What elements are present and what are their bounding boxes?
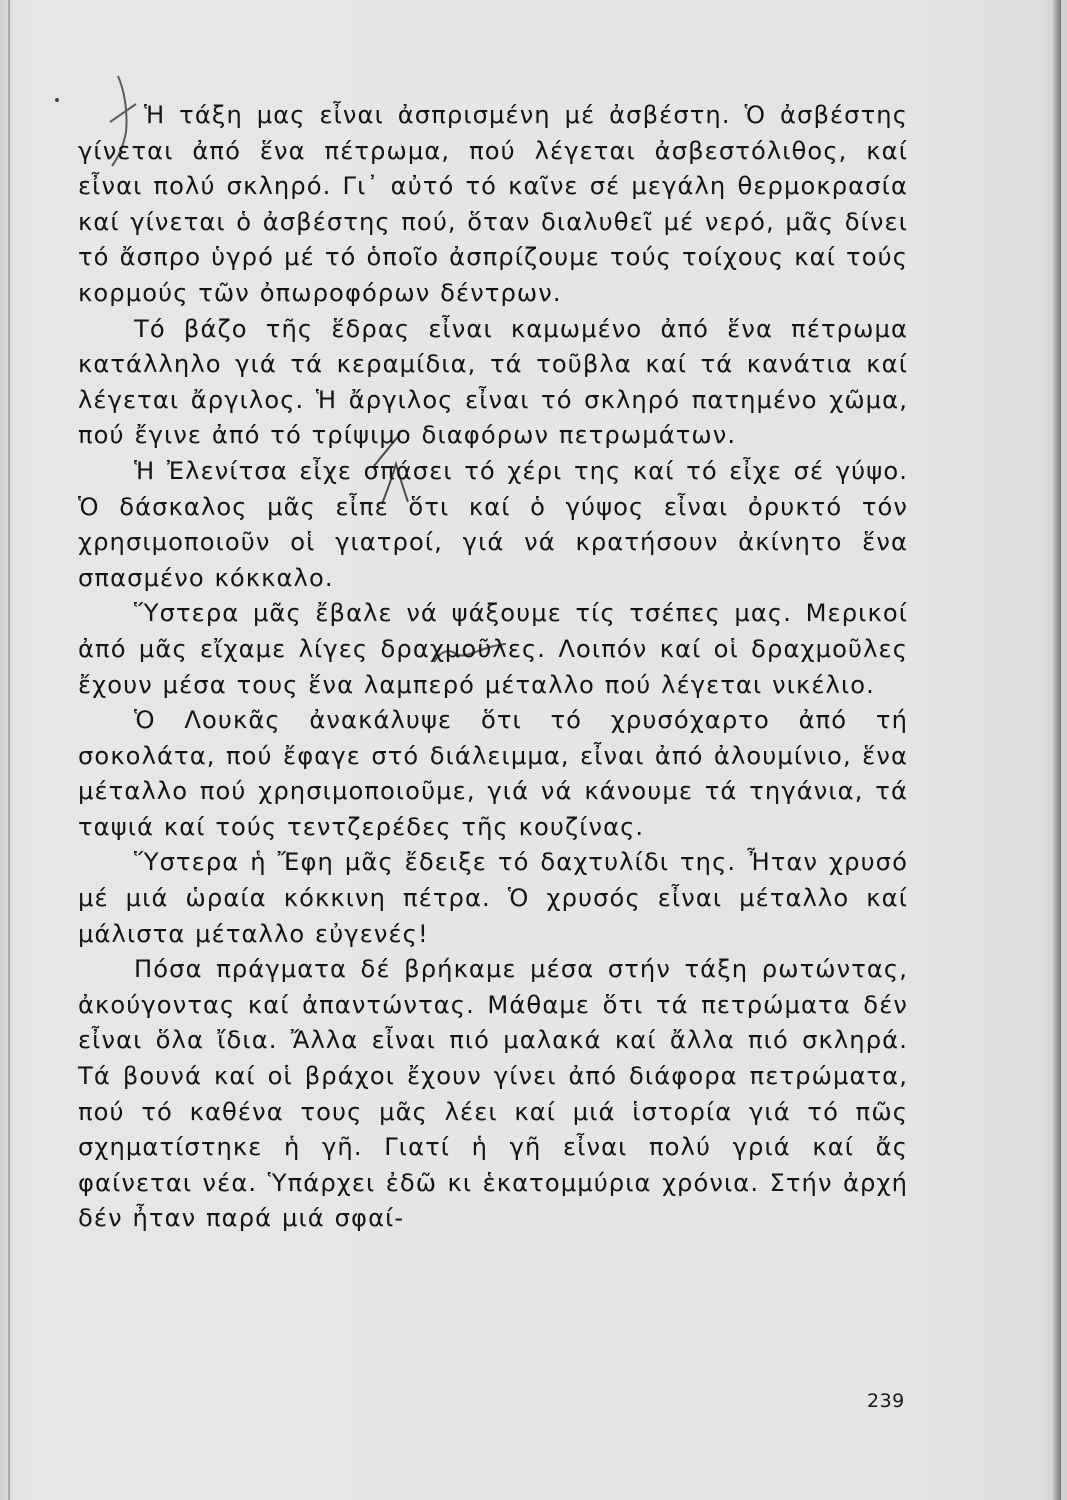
page-number: 239 bbox=[867, 1390, 905, 1412]
paragraph-gypsum: Ἡ Ἐλενίτσα εἶχε σπάσει τό χέρι της καί τό εἶχε σέ γύψο. Ὁ δάσκαλος μᾶς εἶπε ὅτι καί ὁ γύψος εἶναι ὀρυκτό τόν χρησιμοποιοῦν οἱ γιατροί, γιά νά κρατήσουν ἀκίνητο ἕνα σπασμένο κόκκαλο. bbox=[78, 456, 908, 592]
dust-speck bbox=[55, 98, 59, 102]
paragraph-aluminium: Ὁ Λουκᾶς ἀνακάλυψε ὅτι τό χρυσόχαρτο ἀπό τή σοκολάτα, πού ἔφαγε στό διάλειμμα, εἶναι ἀπό ἀλουμίνιο, ἕνα μέταλλο πού χρησιμοποιοῦμε, γιά νά κάνουμε τά τηγάνια, τά ταψιά καί τούς τεντζερέδες τῆς κουζίνας. bbox=[78, 706, 908, 841]
body-text bbox=[78, 98, 908, 1237]
paragraph-clay: Τό βάζο τῆς ἕδρας εἶναι καμωμένο ἀπό ἕνα πέτρωμα κατάλληλο γιά τά κεραμίδια, τά τοῦβλα καί τά κανάτια καί λέγεται ἄργιλος. Ἡ ἄργιλος εἶναι τό σκληρό πατημένο χῶμα, πού ἔγινε ἀπό τό τρίψιμο διαφόρων πετρωμάτων. bbox=[78, 314, 908, 450]
paragraph-lime: Ἡ τάξη μας εἶναι ἀσπρισμένη μέ ἀσβέστη. Ὁ ἀσβέστης γίνεται ἀπό ἕνα πέτρωμα, πού λέγεται ἀσβεστόλιθος, καί εἶναι πολύ σκληρό. Γι᾿ αὐτό τό καῖνε σέ μεγάλη θερμοκρασία καί γίνεται ὁ ἀσβέστης πού, ὅταν διαλυθεῖ μέ νερό, μᾶς δίνει τό ἄσπρο ὑγρό μέ τό ὁποῖο ἀσπρίζουμε τούς τοίχους καί τούς κορμούς τῶν ὀπωροφόρων δέντρων. bbox=[78, 101, 908, 307]
paragraph-gold: Ὕστερα ἡ Ἔφη μᾶς ἔδειξε τό δαχτυλίδι της. Ἦταν χρυσό μέ μιά ὡραία κόκκινη πέτρα. Ὁ χρυσός εἶναι μέταλλο καί μάλιστα μέταλλο εὐγενές! bbox=[78, 848, 908, 948]
paragraph-nickel: Ὕστερα μᾶς ἔβαλε νά ψάξουμε τίς τσέπες μας. Μερικοί ἀπό μᾶς εἴχαμε λίγες δραχμοῦλες. Λοιπόν καί οἱ δραχμοῦλες ἔχουν μέσα τους ἕνα λαμπερό μέταλλο πού λέγεται νικέλιο. bbox=[78, 599, 908, 699]
page-binding-edge bbox=[1051, 0, 1061, 1500]
page-left-edge bbox=[8, 0, 10, 1500]
paragraph-conclusion: Πόσα πράγματα δέ βρήκαμε μέσα στήν τάξη ρωτώντας, ἀκούγοντας καί ἀπαντώντας. Μάθαμε ὅτι τά πετρώματα δέν εἶναι ὅλα ἴδια. Ἄλλα εἶναι πιό μαλακά καί ἄλλα πιό σκληρά. Τά βουνά καί οἱ βράχοι ἔχουν γίνει ἀπό διάφορα πετρώματα, πού τό καθένα τους μᾶς λέει καί μιά ἱστορία γιά τό πῶς σχηματίστηκε ἡ γῆ. Γιατί ἡ γῆ εἶναι πολύ γριά καί ἄς φαίνεται νέα. Ὑπάρχει ἐδῶ κι ἑκατομμύρια χρόνια. Στήν ἀρχή δέν ἦταν παρά μιά σφαί- bbox=[78, 955, 908, 1233]
